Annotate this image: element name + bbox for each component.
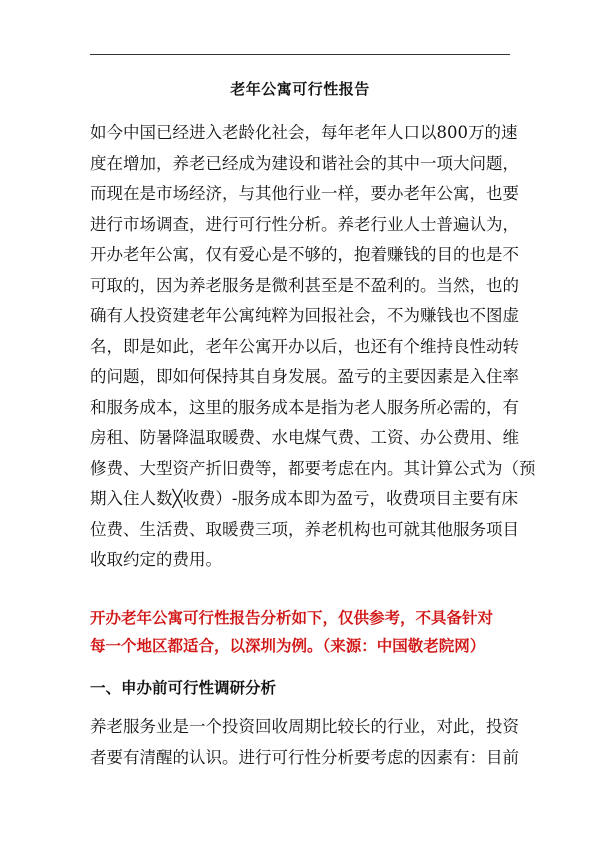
paragraph-line: 名，即是如此，老年公寓开办以后，也还有个维持良性动转	[90, 336, 519, 356]
paragraph-line: 进行市场调查，进行可行性分析。养老行业人士普遍认为，	[90, 214, 519, 234]
paragraph-line: 可取的，因为养老服务是微利甚至是不盈利的。当然，也的	[90, 275, 519, 295]
section-heading: 一、申办前可行性调研分析	[90, 679, 277, 697]
paragraph-line: 位费、生活费、取暖费三项，养老机构也可就其他服务项目	[90, 519, 519, 539]
paragraph-line: 房租、防暑降温取暖费、水电煤气费、工资、办公费用、维	[90, 428, 519, 447]
paragraph-line: 者要有清醒的认识。进行可行性分析要考虑的因素有：目前	[90, 747, 519, 767]
intro-paragraph	[90, 118, 536, 576]
paragraph-line: 而现在是市场经济，与其他行业一样，要办老年公寓，也要	[90, 184, 519, 203]
paragraph-line: 养老服务业是一个投资回收周期比较长的行业，对此，投资	[90, 717, 519, 736]
paragraph-line: 期入住人数╳收费）-服务成本即为盈亏，收费项目主要有床	[90, 489, 519, 508]
source-notice	[90, 604, 518, 660]
header-rule	[90, 54, 510, 55]
paragraph-line: 开办老年公寓，仅有爱心是不够的，抱着赚钱的目的也是不	[90, 245, 519, 264]
paragraph-line: 的问题，即如何保持其自身发展。盈亏的主要因素是入住率	[90, 367, 519, 386]
paragraph-line: 度在增加，养老已经成为建设和谐社会的其中一项大问题，	[90, 153, 519, 173]
document-title: 老年公寓可行性报告	[230, 80, 370, 98]
notice-line: 每一个地区都适合，以深圳为例。（来源：中国敬老院网）	[90, 637, 486, 655]
paragraph-line: 确有人投资建老年公寓纯粹为回报社会，不为赚钱也不图虚	[90, 306, 519, 325]
paragraph-line: 修费、大型资产折旧费等，都要考虑在内。其计算公式为（预	[90, 458, 536, 478]
paragraph-line: 如今中国已经进入老龄化社会，每年老年人口以800万的速	[90, 123, 518, 142]
paragraph-line: 收取约定的费用。	[90, 550, 222, 569]
section-paragraph	[90, 712, 518, 773]
notice-line: 开办老年公寓可行性报告分析如下，仅供参考，不具备针对	[90, 609, 494, 627]
paragraph-line: 和服务成本，这里的服务成本是指为老人服务所必需的，有	[90, 397, 519, 417]
